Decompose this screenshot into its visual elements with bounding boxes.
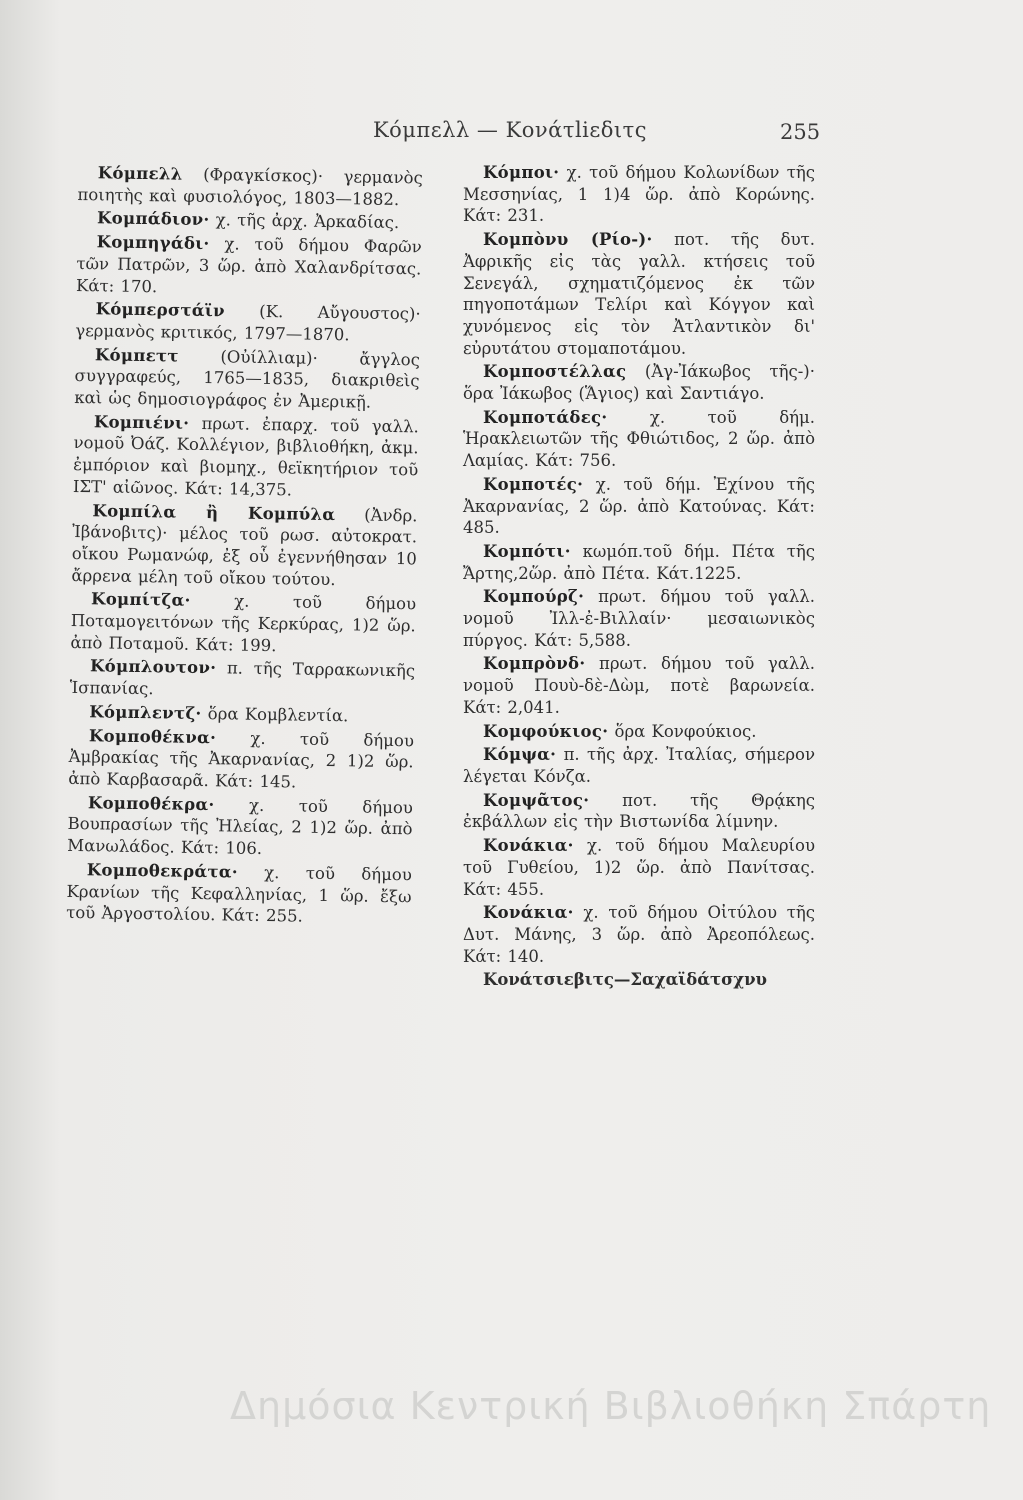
entry-headword: Κόμπλεντζ· xyxy=(89,702,202,723)
entry-headword: Κόμψα· xyxy=(483,745,557,765)
dictionary-entry xyxy=(463,229,815,359)
entry-definition: (Κ. Αὔγουστος)· γερμανὸς κριτικός, 1797—1870. xyxy=(75,302,421,345)
entry-headword: Κομποτές· xyxy=(483,474,584,494)
dictionary-entry xyxy=(463,744,815,787)
entry-headword: Κομπίλα ἢ Κομπύλα xyxy=(92,500,336,524)
dictionary-entry xyxy=(463,721,815,743)
entry-definition: π. τῆς ἀρχ. Ἰταλίας, σήμερον λέγεται Κόνζα. xyxy=(463,745,815,786)
dictionary-entry xyxy=(463,162,815,227)
entry-definition: ποτ. τῆς δυτ. Ἀφρικῆς εἰς τὰς γαλλ. κτήσεις τοῦ Σενεγάλ, σχηματιζόμενος ἐκ τῶν πηγοποτάμων Τελίρι καὶ Κόγγον καὶ χυνόμενος εἰς τὸν Ἀτλαντικὸν δι' εὐρυτάτου στομαποτάμου. xyxy=(463,230,816,358)
entry-definition: (Οὐίλλιαμ)· ἄγγλος συγγραφεύς, 1765—1835, διακριθεὶς καὶ ὡς δημοσιογράφος ἐν Ἀμερικῇ. xyxy=(74,346,421,412)
dictionary-entry xyxy=(463,586,815,651)
entry-definition: χ. τοῦ δήμου Κρανίων τῆς Κεφαλληνίας, 1 ὥρ. ἔξω τοῦ Ἀργοστολίου. Κάτ: 255. xyxy=(66,862,412,926)
entry-definition: χ. τοῦ δήμου Ποταμογειτόνων τῆς Κερκύρας, 1)2 ὥρ. ἀπὸ Ποταμοῦ. Κάτ: 199. xyxy=(70,591,417,655)
entry-headword: Κόμπλουτον· xyxy=(89,656,217,678)
page-number: 255 xyxy=(780,120,821,144)
entry-headword: Κομπηγάδι· xyxy=(96,232,210,254)
dictionary-entry xyxy=(75,298,421,347)
entry-definition: χ. τοῦ δήμ. Ἡρακλειωτῶν τῆς Φθιώτιδος, 2 ὥρ. ἀπὸ Λαμίας. Κάτ: 756. xyxy=(463,407,815,471)
entry-definition: χ. τῆς ἀρχ. Ἀρκαδίας. xyxy=(215,210,400,233)
entry-definition: κωμόπ.τοῦ δήμ. Πέτα τῆς Ἄρτης,2ὥρ. ἀπὸ Πέτα. Κάτ.1225. xyxy=(463,541,816,583)
entry-headword: Κομπρὸνδ· xyxy=(483,654,586,674)
dictionary-entry xyxy=(74,344,420,415)
dictionary-entry xyxy=(71,500,417,592)
dictionary-entry xyxy=(463,474,815,539)
dictionary-entry xyxy=(463,541,815,584)
running-head: Κόμπελλ — Κονάτliεδιτς xyxy=(372,118,648,142)
entry-headword: Κομπότι· xyxy=(483,541,571,561)
entry-definition: χ. τοῦ δήμου Ἀμβρακίας τῆς Ἀκαρνανίας, 2 1)2 ὥρ. ἀπὸ Καρβασαρᾶ. Κάτ: 145. xyxy=(68,728,415,792)
entry-headword: Κόμπερστάϊν xyxy=(95,299,226,321)
entry-headword: Κομπίτζα· xyxy=(90,589,191,611)
entry-definition: χ. τοῦ δήμου Μαλευρίου τοῦ Γυθείου, 1)2 ὥρ. ἀπὸ Πανίτσας. Κάτ: 455. xyxy=(463,836,815,899)
dictionary-entry xyxy=(76,231,422,302)
entry-headword: Κομποτάδες· xyxy=(483,407,608,427)
entry-headword: Κομπάδιον· xyxy=(96,208,210,230)
entry-definition: ὅρα Κομβλεντία. xyxy=(207,703,349,726)
entry-headword: Κόμποι· xyxy=(483,163,560,182)
dictionary-entry xyxy=(69,701,414,728)
entry-definition: χ. τοῦ δήμ. Ἐχίνου τῆς Ἀκαρνανίας, 2 ὥρ. ἀπὸ Κατούνας. Κάτ: 485. xyxy=(463,474,815,538)
entry-definition: χ. τοῦ δήμου Βουπρασίων τῆς Ἠλείας, 2 1)2 ὥρ. ἀπὸ Μανωλάδος. Κάτ: 106. xyxy=(67,795,414,859)
entry-definition: ὅρα Κονφούκιος. xyxy=(614,721,757,741)
dictionary-entry xyxy=(463,653,815,718)
entry-definition: (Ἀνδρ. Ἰβάνοβιτς)· μέλος τοῦ ρωσ. αὐτοκρατ. οἴκου Ρωμανώφ, ἐξ οὗ ἐγεννήθησαν 10 ἄρρενα μέλη τοῦ οἴκου τούτου. xyxy=(71,505,418,589)
entry-definition: χ. τοῦ δήμου Κολωνίδων τῆς Μεσσηνίας, 1 1)4 ὥρ. ἀπὸ Κορώνης. Κάτ: 231. xyxy=(463,163,815,226)
dictionary-entry xyxy=(77,207,422,234)
entry-headword: Κομποθέκνα· xyxy=(88,725,217,747)
dictionary-entry xyxy=(463,835,815,900)
dictionary-entry xyxy=(463,790,815,833)
dictionary-entry xyxy=(463,407,815,472)
entry-definition: πρωτ. δήμου τοῦ γαλλ. νομοῦ Πουὺ-δὲ-Δὼμ, ποτὲ βαρωνεία. Κάτ: 2,041. xyxy=(463,654,815,717)
dictionary-entry xyxy=(77,162,423,211)
entry-definition: πρωτ. ἐπαρχ. τοῦ γαλλ. νομοῦ Ὀάζ. Κολλέγιον, βιβλιοθήκη, ἀκμ. ἐμπόριον καὶ βιομηχ., θεϊκητήριον τοῦ ΙΣΤ' αἰῶνος. Κάτ: 14,375. xyxy=(72,413,420,500)
entry-headword: Κομπούρζ· xyxy=(483,587,585,607)
dictionary-entry xyxy=(67,792,413,863)
entry-definition: χ. τοῦ δήμου Φαρῶν τῶν Πατρῶν, 3 ὥρ. ἀπὸ Χαλανδρίτσας. Κάτ: 170. xyxy=(75,234,422,296)
entry-headword: Κομποστέλλας xyxy=(483,362,627,382)
entry-headword: Κόμπεττ xyxy=(94,344,179,366)
dictionary-entry xyxy=(70,588,416,659)
entry-definition: πρωτ. δήμου τοῦ γαλλ. νομοῦ Ἰλλ-ἐ-Βιλλαίν· μεσαιωνικὸς πύργος. Κάτ: 5,588. xyxy=(463,587,816,650)
entry-definition: (Ἀγ-Ἰάκωβος τῆς-)· ὅρα Ἰάκωβος (Ἅγιος) καὶ Σαντιάγο. xyxy=(463,362,815,404)
entry-headword: Κομπιένι· xyxy=(93,412,190,433)
dictionary-entry xyxy=(66,859,412,930)
entry-headword: Κομφούκιος· xyxy=(483,721,609,741)
entry-headword: Κομποθεκράτα· xyxy=(86,860,239,882)
entry-headword: Κομψᾶτος· xyxy=(483,790,590,810)
entry-definition: π. τῆς Ταρρακωνικῆς Ἱσπανίας. xyxy=(69,658,416,699)
next-page-catchword: Κονάτσιεβιτς—Σαχαϊδάτσχνυ xyxy=(483,970,767,990)
dictionary-entry xyxy=(463,361,815,404)
entry-definition: (Φραγκίσκος)· γερμανὸς ποιητὴς καὶ φυσιολόγος, 1803—1882. xyxy=(77,164,423,209)
entry-headword: Κόμπελλ xyxy=(97,163,183,184)
entry-headword: Κονάκια· xyxy=(483,903,574,923)
dictionary-entry xyxy=(68,725,414,796)
right-column xyxy=(463,162,815,1008)
left-column xyxy=(66,162,423,931)
dictionary-entry xyxy=(70,655,416,704)
entry-definition: χ. τοῦ δήμου Οἰτύλου τῆς Δυτ. Μάνης, 3 ὥρ. ἀπὸ Ἀρεοπόλεως. Κάτ: 140. xyxy=(463,903,816,966)
dictionary-entry xyxy=(73,411,419,503)
entry-definition: ποτ. τῆς Θρᾴκης ἐκβάλλων εἰς τὴν Βιστωνίδα λίμνην. xyxy=(463,790,815,832)
entry-headword: Κομποθέκρα· xyxy=(87,792,215,814)
library-watermark: Δημόσια Κεντρική Βιβλιοθήκη Σπάρτη xyxy=(230,1384,992,1428)
entry-headword: Κονάκια· xyxy=(483,836,574,856)
entry-headword: Κομπὸνυ (Ρίο-)· xyxy=(483,230,653,250)
dictionary-entry xyxy=(463,902,815,967)
